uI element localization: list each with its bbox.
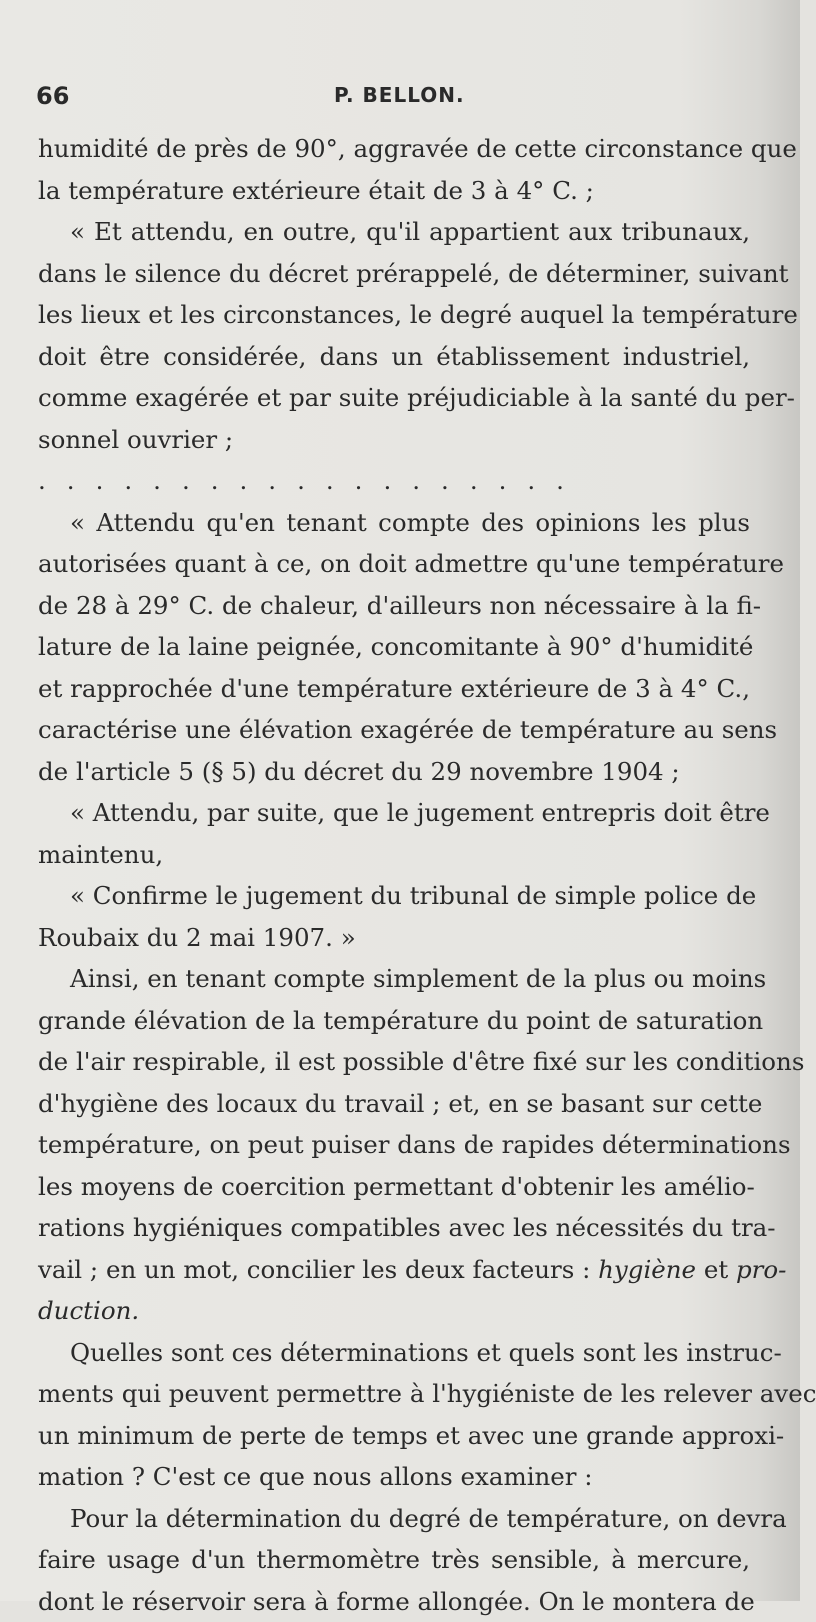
text-line: Pour la détermination du degré de température, on devra xyxy=(38,1498,750,1540)
text-line: Quelles sont ces déterminations et quels sont les instruc- xyxy=(38,1332,750,1374)
text-line: un minimum de perte de temps et avec une grande approxi- xyxy=(38,1415,750,1457)
text-line: autorisées quant à ce, on doit admettre qu'une température xyxy=(38,543,750,585)
text-line: dont le réservoir sera à forme allongée. On le montera de xyxy=(38,1581,750,1622)
text-line: ments qui peuvent permettre à l'hygiéniste de les relever avec xyxy=(38,1373,750,1415)
text-line: de l'article 5 (§ 5) du décret du 29 novembre 1904 ; xyxy=(38,751,750,793)
emphasis-text: hygiène xyxy=(598,1255,696,1284)
text-line: « Confirme le jugement du tribunal de simple police de xyxy=(38,875,750,917)
text-line: de l'air respirable, il est possible d'être fixé sur les conditions xyxy=(38,1041,750,1083)
text-line: de 28 à 29° C. de chaleur, d'ailleurs non nécessaire à la fi- xyxy=(38,585,750,627)
text-line: caractérise une élévation exagérée de température au sens xyxy=(38,709,750,751)
emphasis-text: pro- xyxy=(736,1255,786,1284)
text-line: grande élévation de la température du point de saturation xyxy=(38,1000,750,1042)
text-fragment: vail ; en un mot, concilier les deux facteurs : xyxy=(38,1255,598,1284)
running-head: P. BELLON. xyxy=(334,83,465,107)
text-line: lature de la laine peignée, concomitante à 90° d'humidité xyxy=(38,626,750,668)
text-line: rations hygiéniques compatibles avec les nécessités du tra- xyxy=(38,1207,750,1249)
body-text xyxy=(38,128,750,1622)
text-line: les lieux et les circonstances, le degré auquel la température xyxy=(38,294,750,336)
text-line: Roubaix du 2 mai 1907. » xyxy=(38,917,750,959)
ellipsis-line: ................... xyxy=(38,460,750,502)
text-line: la température extérieure était de 3 à 4° C. ; xyxy=(38,170,750,212)
text-line: température, on peut puiser dans de rapides déterminations xyxy=(38,1124,750,1166)
text-line: « Et attendu, en outre, qu'il appartient aux tribunaux, xyxy=(38,211,750,253)
text-line: comme exagérée et par suite préjudiciable à la santé du per- xyxy=(38,377,750,419)
text-fragment: et xyxy=(696,1255,736,1284)
text-line xyxy=(38,1249,750,1291)
text-line-italic: duction. xyxy=(38,1290,750,1332)
text-line: doit être considérée, dans un établissement industriel, xyxy=(38,336,750,378)
text-line: et rapprochée d'une température extérieure de 3 à 4° C., xyxy=(38,668,750,710)
text-line: faire usage d'un thermomètre très sensible, à mercure, xyxy=(38,1539,750,1581)
text-line: « Attendu, par suite, que le jugement entrepris doit être xyxy=(38,792,750,834)
text-line: dans le silence du décret prérappelé, de déterminer, suivant xyxy=(38,253,750,295)
text-line: maintenu, xyxy=(38,834,750,876)
text-line: les moyens de coercition permettant d'obtenir les amélio- xyxy=(38,1166,750,1208)
text-line: Ainsi, en tenant compte simplement de la plus ou moins xyxy=(38,958,750,1000)
page-number: 66 xyxy=(36,82,69,110)
text-line: « Attendu qu'en tenant compte des opinions les plus xyxy=(38,502,750,544)
text-line: sonnel ouvrier ; xyxy=(38,419,750,461)
text-line: d'hygiène des locaux du travail ; et, en se basant sur cette xyxy=(38,1083,750,1125)
text-line: humidité de près de 90°, aggravée de cette circonstance que xyxy=(38,128,750,170)
text-line: mation ? C'est ce que nous allons examiner : xyxy=(38,1456,750,1498)
page-header xyxy=(36,82,756,112)
